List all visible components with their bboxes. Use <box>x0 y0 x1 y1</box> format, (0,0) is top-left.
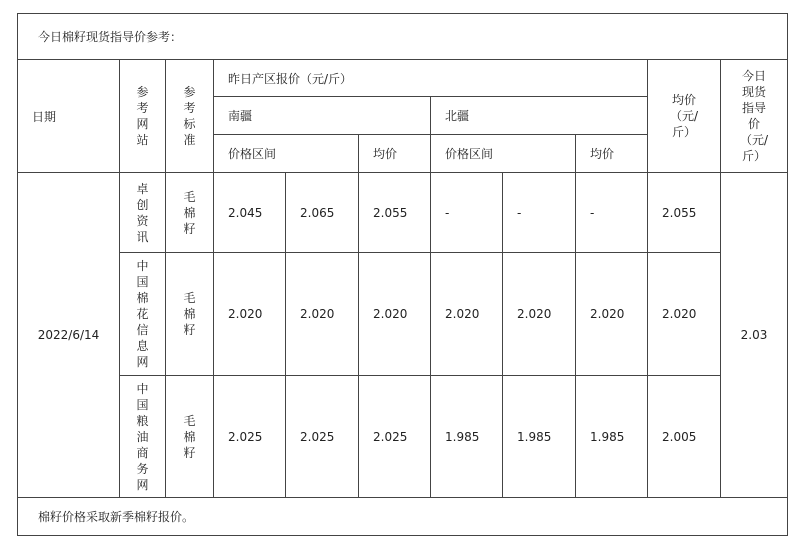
beijiang-avg-cell: 1.985 <box>576 376 648 498</box>
standard-cell: 毛棉籽 <box>166 253 214 376</box>
header-today-guide-price: 今日现货指导价（元/斤） <box>721 60 788 173</box>
nanjiang-low-cell: 2.020 <box>214 253 286 376</box>
average-cell: 2.020 <box>648 253 721 376</box>
beijiang-low-cell: 1.985 <box>431 376 503 498</box>
beijiang-avg-cell: 2.020 <box>576 253 648 376</box>
nanjiang-avg-cell: 2.020 <box>359 253 431 376</box>
table-row <box>18 376 788 498</box>
beijiang-low-cell: 2.020 <box>431 253 503 376</box>
price-table-container <box>17 13 787 540</box>
site-cell: 中国粮油商务网 <box>120 376 166 498</box>
average-cell: 2.005 <box>648 376 721 498</box>
header-yesterday-price: 昨日产区报价（元/斤） <box>214 60 648 97</box>
header-site: 参考网站 <box>120 60 166 173</box>
table-footnote: 棉籽价格采取新季棉籽报价。 <box>18 498 788 536</box>
header-nanjiang-range: 价格区间 <box>214 135 359 173</box>
header-nanjiang: 南疆 <box>214 97 431 135</box>
average-cell: 2.055 <box>648 173 721 253</box>
site-cell: 卓创资讯 <box>120 173 166 253</box>
header-beijiang-avg: 均价 <box>576 135 648 173</box>
header-standard: 参考标准 <box>166 60 214 173</box>
standard-cell: 毛棉籽 <box>166 173 214 253</box>
header-date: 日期 <box>18 60 120 173</box>
table-row <box>18 173 788 253</box>
date-cell: 2022/6/14 <box>18 173 120 498</box>
beijiang-avg-cell: - <box>576 173 648 253</box>
nanjiang-high-cell: 2.020 <box>286 253 359 376</box>
table-title: 今日棉籽现货指导价参考： <box>18 14 788 60</box>
cottonseed-price-table <box>17 13 788 536</box>
table-row <box>18 253 788 376</box>
header-beijiang-range: 价格区间 <box>431 135 576 173</box>
header-beijiang: 北疆 <box>431 97 648 135</box>
nanjiang-low-cell: 2.045 <box>214 173 286 253</box>
beijiang-high-cell: - <box>503 173 576 253</box>
nanjiang-low-cell: 2.025 <box>214 376 286 498</box>
beijiang-low-cell: - <box>431 173 503 253</box>
nanjiang-high-cell: 2.065 <box>286 173 359 253</box>
site-cell: 中国棉花信息网 <box>120 253 166 376</box>
today-price-cell: 2.03 <box>721 173 788 498</box>
standard-cell: 毛棉籽 <box>166 376 214 498</box>
header-average-price: 均价（元/斤） <box>648 60 721 173</box>
beijiang-high-cell: 2.020 <box>503 253 576 376</box>
nanjiang-high-cell: 2.025 <box>286 376 359 498</box>
nanjiang-avg-cell: 2.025 <box>359 376 431 498</box>
header-nanjiang-avg: 均价 <box>359 135 431 173</box>
nanjiang-avg-cell: 2.055 <box>359 173 431 253</box>
beijiang-high-cell: 1.985 <box>503 376 576 498</box>
